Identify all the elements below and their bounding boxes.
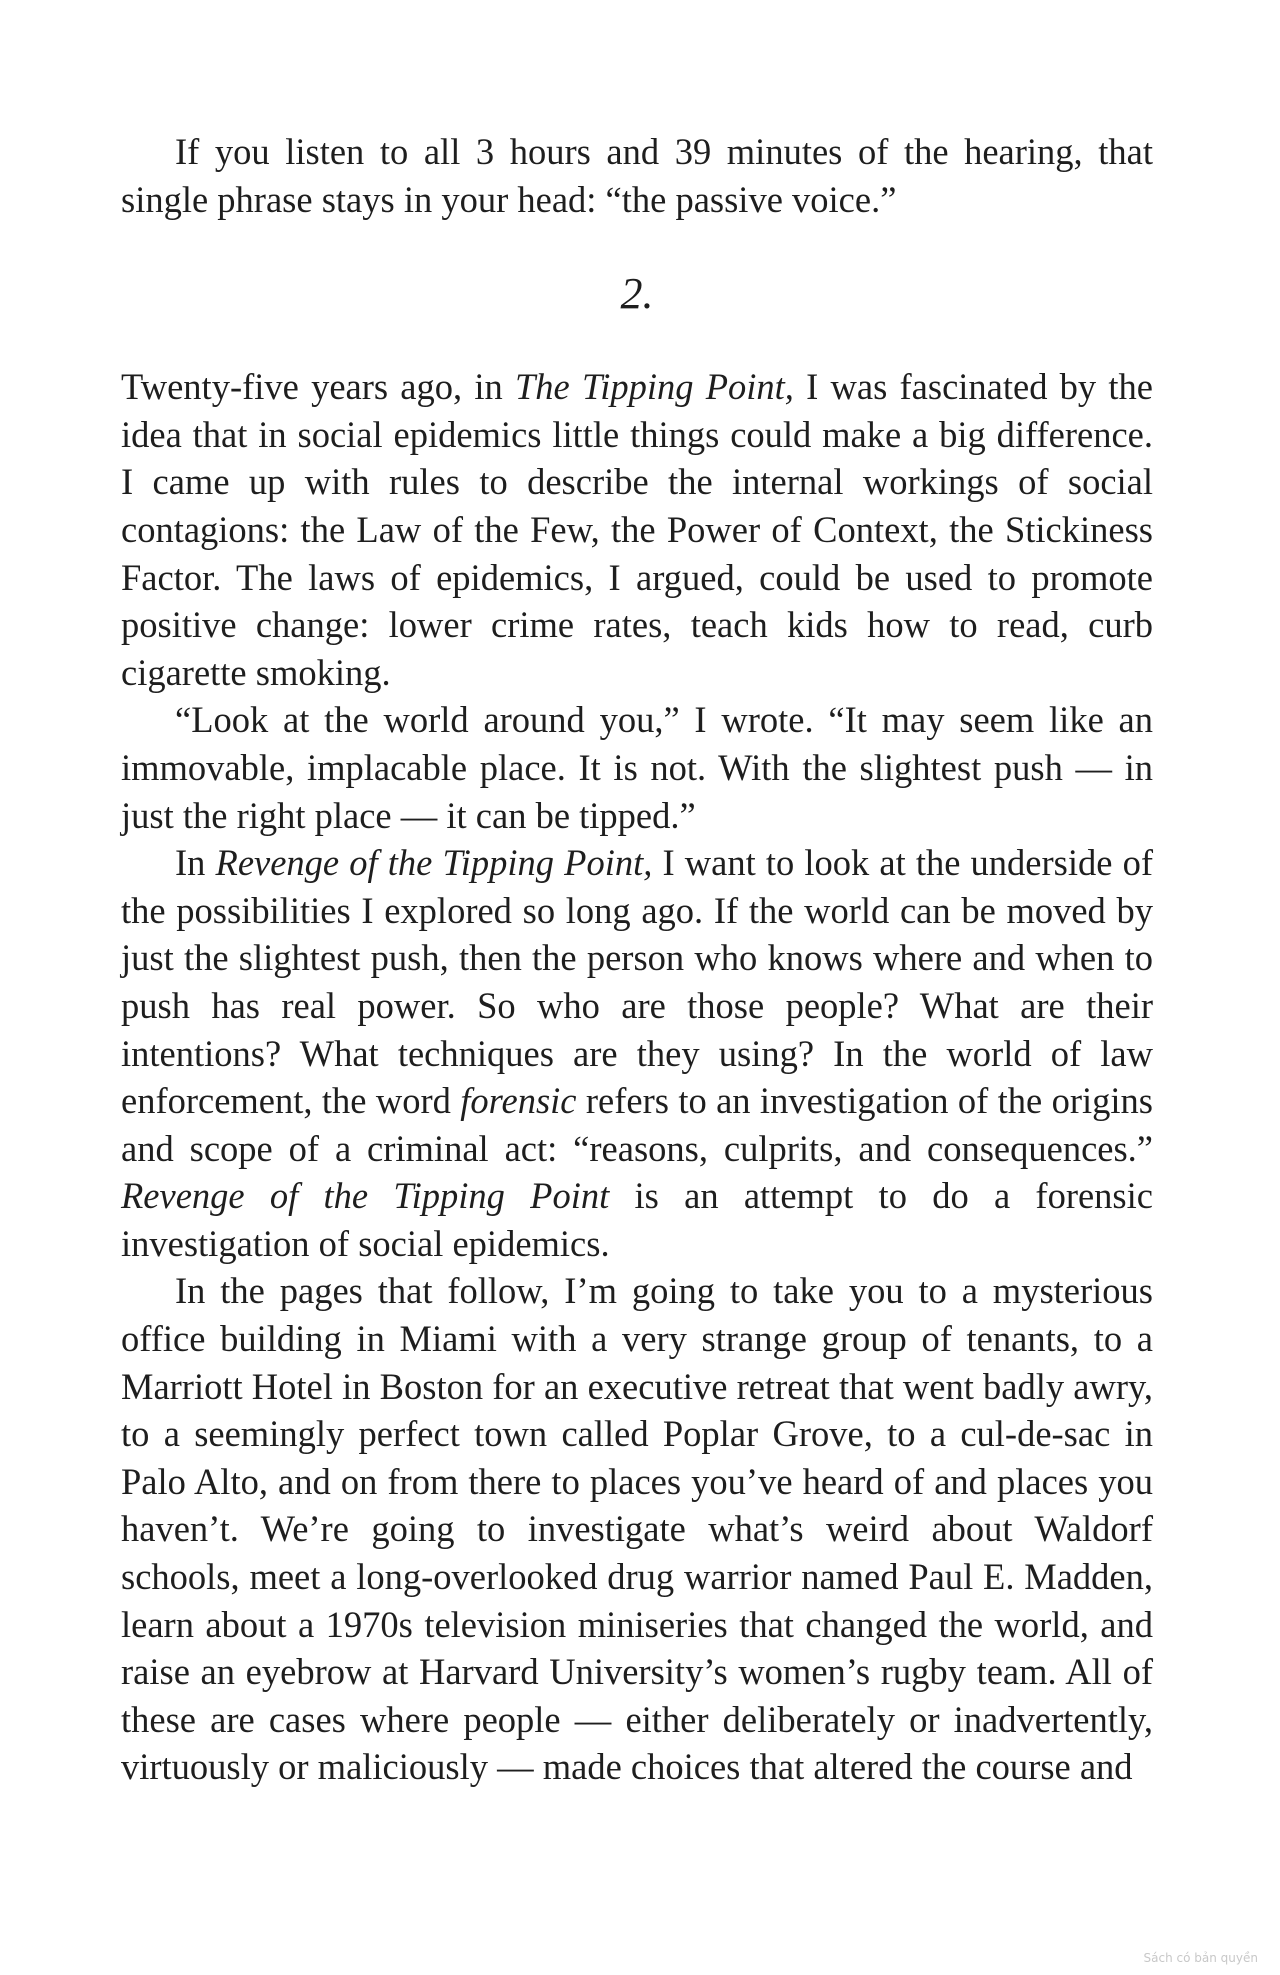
copyright-watermark: Sách có bản quyền [1143, 1951, 1258, 1965]
paragraph-4 [121, 1267, 1153, 1791]
term-italic: forensic [460, 1080, 577, 1122]
book-title-italic: The Tipping Point, [514, 366, 794, 408]
paragraph-3-text-d: is an attempt to do a forensic investigation of social epidemics. [121, 1175, 1153, 1264]
paragraph-3-text-c: refers to an investigation of the origins and scope of a criminal act: “reasons, culprits, and consequences.” [121, 1080, 1154, 1169]
book-title-italic: Revenge of the Tipping Point, [215, 842, 653, 884]
book-page [121, 128, 1153, 1791]
paragraph-2-text: “Look at the world around you,” I wrote. “It may seem like an immovable, implacable place. It is not. With the slightest push — in just the right place — it can be tipped.” [121, 699, 1153, 836]
paragraph-3 [121, 839, 1153, 1267]
paragraph-3-text-b: I want to look at the underside of the possibilities I explored so long ago. If the world can be moved by just the slightest push, then the person who knows where and when to push has real power. So who are those people? What are their intentions? What techniques are they using? In the world of law enforcement, the word [121, 842, 1153, 1122]
paragraph-1-text-a: Twenty-five years ago, in [121, 366, 515, 408]
book-title-italic: Revenge of the Tipping Point [121, 1175, 610, 1217]
paragraph-2 [121, 696, 1153, 839]
paragraph-1 [121, 363, 1153, 696]
paragraph-4-text: In the pages that follow, I’m going to take you to a mysterious office building in Miami with a very strange group of tenants, to a Marriott Hotel in Boston for an executive retreat that went badly awry, to a seemingly perfect town called Poplar Grove, to a cul-de-sac in Palo Alto, and on from there to places you’ve heard of and places you haven’t. We’re going to investigate what’s weird about Waldorf schools, meet a long-overlooked drug warrior named Paul E. Madden, learn about a 1970s television miniseries that changed the world, and raise an eyebrow at Harvard University’s women’s rugby team. All of these are cases where people — either deliberately or inadvertently, virtuously or maliciously — made choices that altered the course and [121, 1270, 1153, 1788]
intro-paragraph [121, 128, 1153, 223]
paragraph-3-text-a: In [175, 842, 216, 884]
paragraph-1-text-b: I was fascinated by the idea that in social epidemics little things could make a big difference. I came up with rules to describe the internal workings of social contagions: the Law of the Few, the Power of Context, the Stickiness Factor. The laws of epidemics, I argued, could be used to promote positive change: lower crime rates, teach kids how to read, curb cigarette smoking. [121, 366, 1153, 693]
section-number: 2. [620, 269, 654, 319]
intro-paragraph-text: If you listen to all 3 hours and 39 minutes of the hearing, that single phrase stays in your head: “the passive voice.” [121, 131, 1153, 220]
